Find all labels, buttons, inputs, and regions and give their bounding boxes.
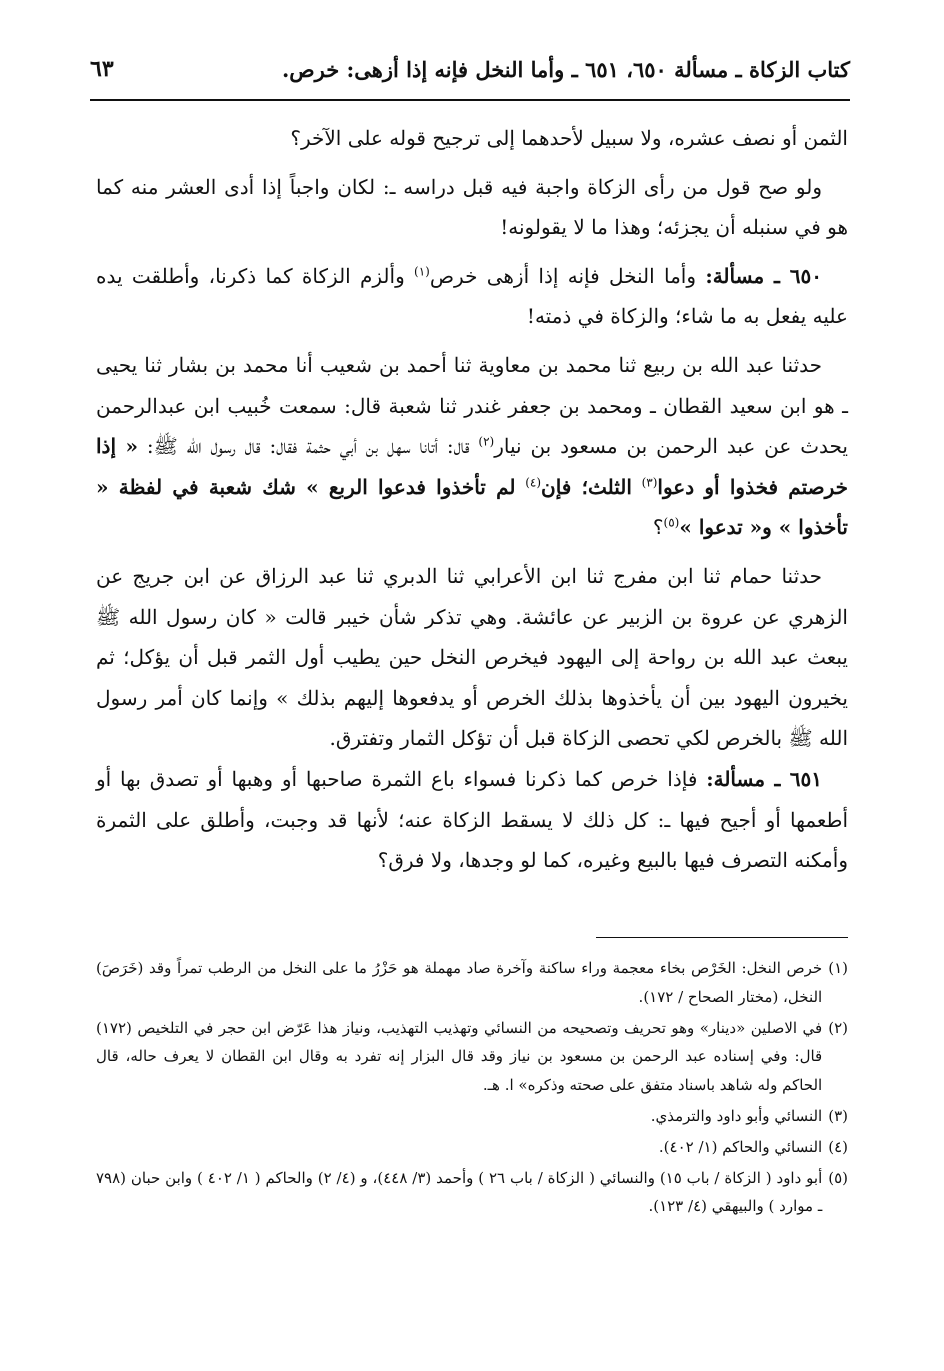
footnote-text: أبو داود ( الزكاة / باب ١٥) والنسائي ( الزكاة / باب ٢٦ ) وأحمد (٣/ ٤٤٨)، و (٤/ ٢) والحاكم ( ١/ ٤٠٢ ) وابن حبان (٧٩٨ ـ موارد ) والبيهقي (٤/ ١٢٣). <box>96 1168 823 1216</box>
footnote-ref-5[interactable]: (٥) <box>663 515 680 530</box>
header-divider <box>90 99 850 101</box>
masala-650-text-b: وألزم الزكاة كما ذكرنا، وأطلقت يده عليه يفعل به ما شاء؛ والزكاة في ذمته! <box>96 263 848 329</box>
footnote-4 <box>96 1133 848 1162</box>
footnote-text: النسائي وأبو داود والترمذي. <box>650 1106 823 1125</box>
hadith-1 <box>96 345 848 548</box>
paragraph-1: الثمن أو نصف عشره، ولا سبيل لأحدهما إلى ترجيح قوله على الآخر؟ <box>290 126 848 150</box>
masala-651-label: ٦٥١ ـ مسألة: <box>706 766 822 791</box>
footnote-marker: (١) <box>828 959 848 977</box>
hadith-1-end: ؟ <box>652 515 664 540</box>
footnote-ref-2[interactable]: (٢) <box>478 434 495 449</box>
footnote-marker: (٤) <box>828 1137 848 1156</box>
hadith-1-quote-c: لم تأخذوا فدعوا الربع » شك شعبة في لفظة « تأخذوا » و« تدعوا » <box>96 474 848 540</box>
running-title: كتاب الزكاة ـ مسألة ٦٥٠، ٦٥١ ـ وأما النخل فإنه إذا أزهى: خرص. <box>281 56 850 82</box>
paragraph-2: ولو صح قول من رأى الزكاة واجبة فيه قبل دراسه ـ: لكان واجباً إذا أدى العشر منه كما هو في سنبله أن يجزئه؛ وهذا ما لا يقولونه! <box>96 174 848 240</box>
footnote-divider <box>596 937 848 938</box>
footnote-text: في الاصلين «دينار» وهو تحريف وتصحيحه من النسائي وتهذيب التهذيب، ونياز هذا عَرّض ابن حجر في التلخيص (١٧٢) قال: وفي إسناده عبد الرحمن بن مسعود بن نياز وقد قال البزار إنه تفرد به وقال ابن القطان لا يعرف حاله، قال الحاكم وله شاهد باسناد متفق على صحته وذكره» ا. هـ. <box>96 1018 823 1095</box>
footnote-text: النسائي والحاكم (١/ ٤٠٢). <box>658 1137 823 1156</box>
footnote-ref-1[interactable]: (١) <box>414 264 430 279</box>
footnote-text: خرص النخل: الخَرْص بخاء معجمة وراء ساكنة وآخرة صاد مهملة هو حَزْرُ ما على النخل من الرطب تمراً وقد (خَرَصَ) النخل، (مختار الصحاح / ١٧٢). <box>96 959 823 1006</box>
masala-651-text: فإذا خرص كما ذكرنا فسواء باع الثمرة صاحبها أو وهبها أو تصدق بها أو أطعمها أو أجيح فيها ـ: كل ذلك لا يسقط الزكاة عنه؛ لأنها قد وجبت، وأطلق على الثمرة وأمكنه التصرف فيها بالبيع وغيره، كما لو وجدها، ولا فرق؟ <box>96 766 848 873</box>
masala-650 <box>96 256 848 337</box>
footnote-3 <box>96 1102 848 1131</box>
footnote-2 <box>96 1014 848 1100</box>
footnote-5 <box>96 1164 848 1222</box>
footnote-ref-3[interactable]: (٣) <box>641 475 658 490</box>
footnotes <box>96 954 848 1223</box>
hadith-1-quote-a: « إذا خرصتم فخذوا أو دعوا <box>96 434 849 499</box>
footnote-marker: (٢) <box>828 1018 848 1037</box>
masala-650-text-a: وأما النخل فإنه إذا أزهى خرص <box>429 263 697 288</box>
hadith-1-intro: قال: أتانا سهل بن أبي حثمة فقال: قال رسول الله ﷺ: <box>146 434 470 459</box>
footnote-marker: (٥) <box>828 1168 848 1187</box>
hadith-2: حدثنا حمام ثنا ابن مفرج ثنا ابن الأعرابي ثنا الدبري ثنا عبد الرزاق عن ابن جريج عن الزهري عن عروة بن الزبير عن عائشة. وهي تذكر شأن خيبر قالت « كان رسول الله ﷺ يبعث عبد الله بن رواحة إلى اليهود فيخرص النخل حين يطيب أول الثمر قبل أن يؤكل؛ ثم يخيرون اليهود بين أن يأخذوها بذلك الخرص أو يدفعوها إليهم بذلك » وإنما كان أمر رسول الله ﷺ بالخرص لكي تحصى الزكاة قبل أن تؤكل الثمار وتفترق. <box>96 563 848 751</box>
footnote-1 <box>96 954 848 1012</box>
footnote-ref-4[interactable]: (٤) <box>525 475 542 490</box>
masala-651 <box>96 759 848 881</box>
masala-650-label: ٦٥٠ ـ مسألة: <box>705 263 823 288</box>
page-header <box>90 44 850 94</box>
main-text <box>96 118 848 881</box>
hadith-1-quote-b: الثلث؛ فإن <box>541 474 632 499</box>
page-number: ٦٣ <box>90 56 114 82</box>
footnote-marker: (٣) <box>828 1106 848 1125</box>
hadith-1-isnad: حدثنا عبد الله بن ربيع ثنا محمد بن معاوية ثنا أحمد بن شعيب أنا محمد بن بشار ثنا يحيى ـ هو ابن سعيد القطان ـ ومحمد بن جعفر غندر ثنا شعبة قال: سمعت خُبيب ابن عبدالرحمن يحدث عن عبد الرحمن بن مسعود بن نيار <box>96 352 848 459</box>
